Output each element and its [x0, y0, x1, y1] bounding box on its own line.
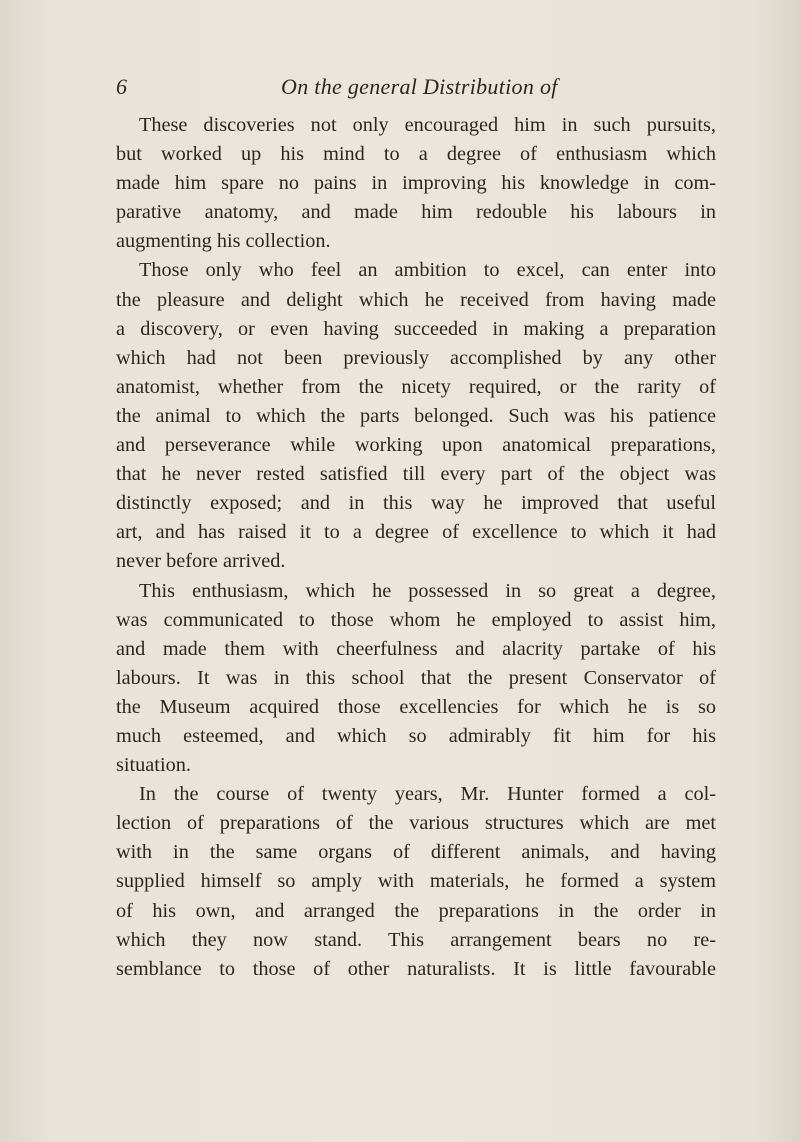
- text-line: the pleasure and delight which he received from having made: [116, 288, 716, 311]
- text-line: anatomist, whether from the nicety required, or the rarity of: [116, 375, 716, 398]
- text-line: labours. It was in this school that the present Conservator of: [116, 666, 716, 689]
- body-text: [116, 111, 716, 984]
- text-line: These discoveries not only encouraged him in such pursuits,: [139, 114, 716, 136]
- paragraph: [116, 780, 716, 984]
- paragraph: [116, 256, 716, 576]
- running-head: [116, 74, 716, 104]
- text-line: This enthusiasm, which he possessed in so great a degree,: [139, 579, 716, 602]
- text-line: never before arrived.: [116, 550, 286, 573]
- running-title: On the general Distribution of: [281, 74, 558, 99]
- text-line: the Museum acquired those excellencies for which he is so: [116, 695, 716, 718]
- paragraph: [116, 577, 716, 781]
- text-line: art, and has raised it to a degree of excellence to which it had: [116, 521, 716, 544]
- text-line: the animal to which the parts belonged. Such was his patience: [116, 404, 716, 427]
- text-line: augmenting his collection.: [116, 230, 331, 253]
- text-line: Those only who feel an ambition to excel, can enter into: [139, 259, 716, 282]
- text-line: which they now stand. This arrangement bears no re-: [116, 928, 716, 951]
- text-line: which had not been previously accomplished by any other: [116, 346, 716, 369]
- paragraph: [116, 111, 716, 256]
- text-line: and made them with cheerfulness and alacrity partake of his: [116, 637, 716, 660]
- text-line: with in the same organs of different animals, and having: [116, 841, 716, 864]
- page-number: 6: [116, 74, 127, 99]
- text-line: and perseverance while working upon anatomical preparations,: [116, 434, 716, 457]
- text-line: made him spare no pains in improving his knowledge in com-: [116, 172, 716, 195]
- text-line: a discovery, or even having succeeded in making a preparation: [116, 317, 716, 340]
- text-line: semblance to those of other naturalists. It is little favourable: [116, 957, 716, 980]
- text-line: parative anatomy, and made him redouble his labours in: [116, 201, 716, 224]
- text-line: lection of preparations of the various structures which are met: [116, 812, 716, 835]
- text-line: of his own, and arranged the preparations in the order in: [116, 899, 716, 922]
- text-line: that he never rested satisfied till every part of the object was: [116, 463, 716, 486]
- text-line: situation.: [116, 754, 191, 777]
- text-line: was communicated to those whom he employed to assist him,: [116, 608, 716, 631]
- text-line: distinctly exposed; and in this way he improved that useful: [116, 492, 716, 515]
- text-line: In the course of twenty years, Mr. Hunter formed a col-: [139, 783, 716, 806]
- text-line: much esteemed, and which so admirably fit him for his: [116, 724, 716, 747]
- text-line: but worked up his mind to a degree of enthusiasm which: [116, 143, 716, 166]
- text-line: supplied himself so amply with materials, he formed a system: [116, 870, 716, 893]
